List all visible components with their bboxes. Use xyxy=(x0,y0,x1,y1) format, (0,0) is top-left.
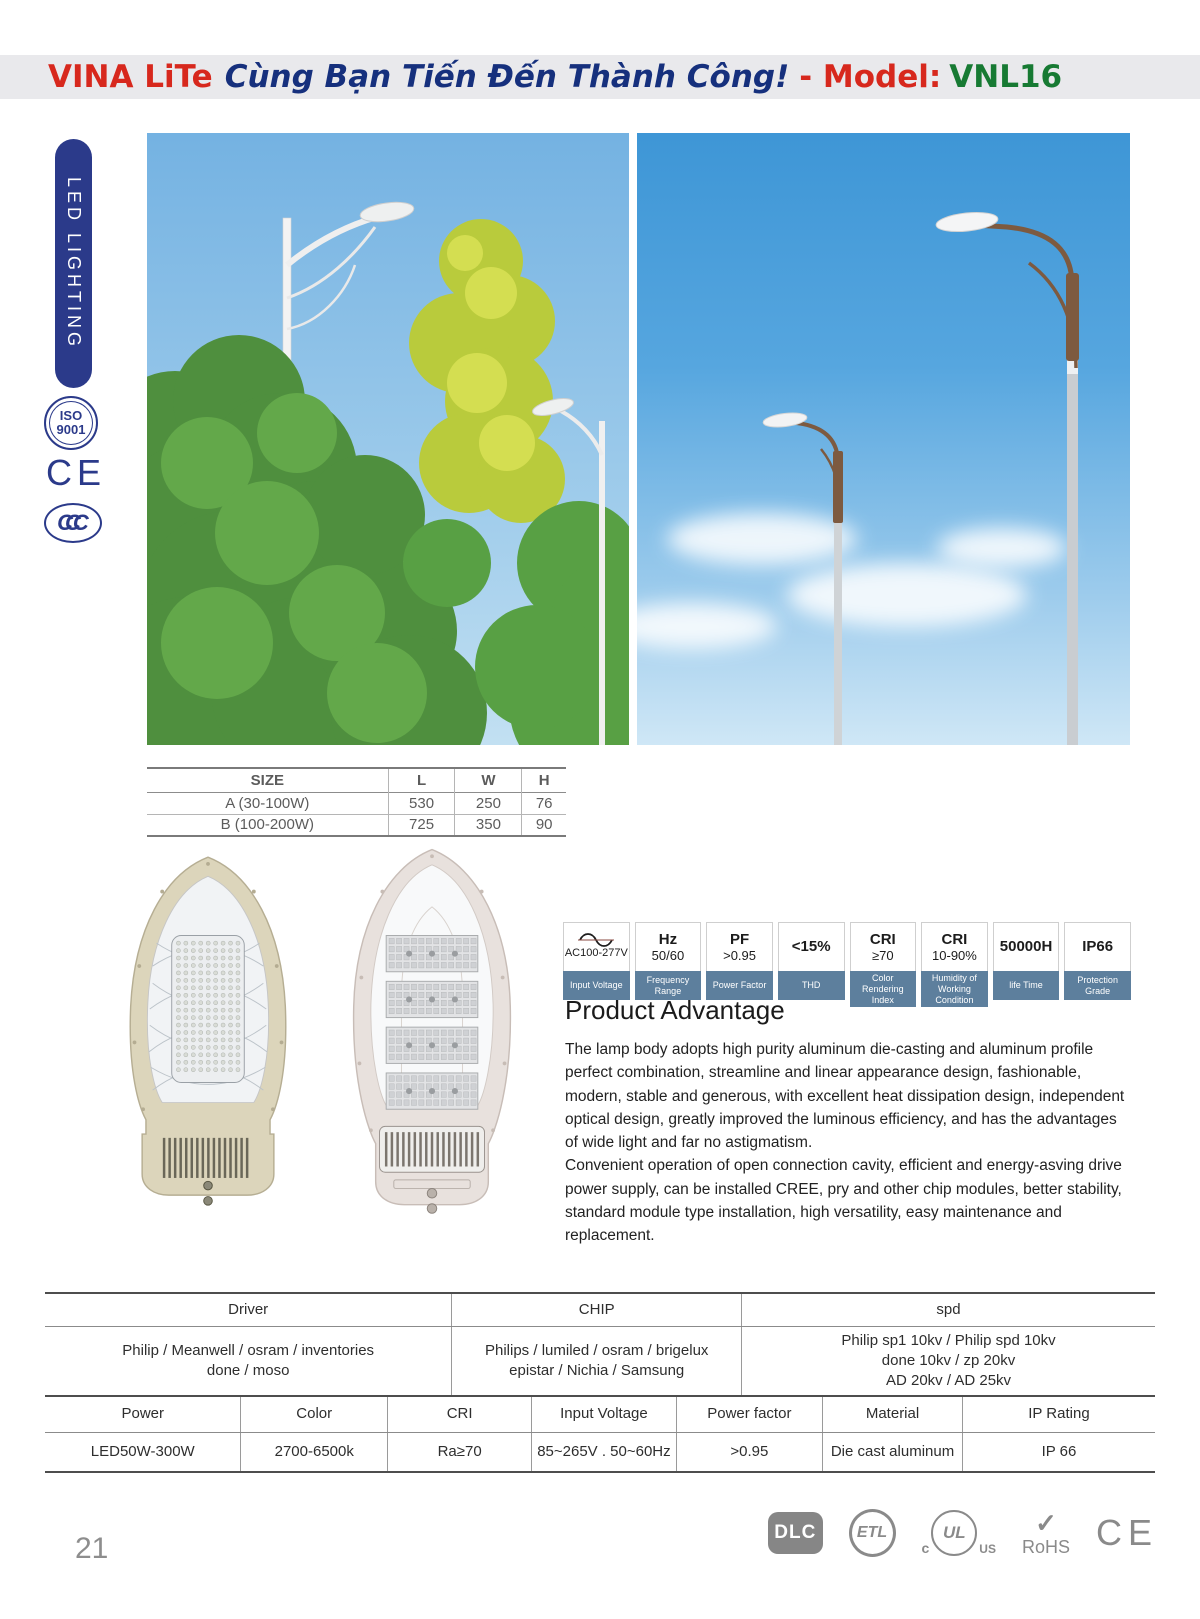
lamp-product-images xyxy=(103,843,537,1217)
sky-lamp-illustration xyxy=(637,133,1130,745)
advantage-paragraph-2: Convenient operation of open connection cavity, efficient and energy-asving drive power supply, can be installed CREE, pry and other chip modules, better stability, standard module type installation, high versatility, easy maintenance and replacement. xyxy=(565,1157,1122,1244)
header-input-voltage: Input Voltage xyxy=(532,1397,676,1432)
model-number: VNL16 xyxy=(949,59,1063,95)
header-power: Power xyxy=(45,1397,241,1432)
badge-value: AC100-277V xyxy=(564,947,628,960)
badge-value: Hz xyxy=(658,930,678,948)
badge-label: Humidity of Working Condition xyxy=(921,971,988,1007)
iso-number: 9001 xyxy=(56,422,86,437)
led-lighting-label: LED LIGHTING xyxy=(64,176,84,351)
col-h: H xyxy=(538,771,550,789)
advantage-paragraph-1: The lamp body adopts high purity aluminum die-casting and aluminum profile perfect combination, streamline and linear appearance design, fashionable, modern, stable and generous, with excellent heat dissipation design, independent optical design, greatly improved the luminous efficiency, and has the advantages of wide light and far no astigmatism. xyxy=(565,1041,1125,1151)
badge-value: >0.95 xyxy=(723,947,757,963)
header-spd: spd xyxy=(936,1300,961,1318)
value-material: Die cast aluminum xyxy=(823,1433,963,1471)
badge-label: THD xyxy=(778,971,845,1000)
product-advantage-section xyxy=(565,995,1133,1247)
spec-table xyxy=(45,1292,1155,1473)
size-table xyxy=(147,767,566,837)
size-table-header-row xyxy=(147,768,566,792)
header-driver: Driver xyxy=(45,1294,452,1326)
col-l: L xyxy=(388,768,455,792)
iso-9001-icon xyxy=(44,396,98,450)
value-power: LED50W-300W xyxy=(45,1433,241,1471)
model-label: - Model: xyxy=(799,59,942,95)
value-input-voltage: 85~265V . 50~60Hz xyxy=(532,1433,676,1471)
brand-name: VINA LiTe xyxy=(48,59,213,95)
spec-table-bottom-values xyxy=(45,1433,1155,1473)
badge-label: Frequency Range xyxy=(635,971,702,1000)
chip-value: Philips / lumiled / osram / brigelux epistar / Nichia / Samsung xyxy=(452,1327,742,1395)
badge-label: Power Factor xyxy=(706,971,773,1000)
ce-footer-icon: CE xyxy=(1095,1512,1158,1553)
iso-text: ISO xyxy=(59,408,83,424)
value-ip-rating: IP 66 xyxy=(1041,1442,1077,1460)
dlc-icon: DLC xyxy=(768,1512,823,1554)
badge-value: 10-90% xyxy=(932,947,977,963)
sine-wave-icon xyxy=(578,933,614,947)
badge-value: 50/60 xyxy=(651,947,685,963)
col-size: SIZE xyxy=(147,768,388,792)
value-power-factor: >0.95 xyxy=(677,1433,824,1471)
lamp-back-image xyxy=(327,843,537,1217)
col-w: W xyxy=(455,768,522,792)
led-lighting-banner xyxy=(55,139,92,388)
badge-label: Color Rendering Index xyxy=(850,971,917,1007)
header-power-factor: Power factor xyxy=(677,1397,824,1432)
brand-tagline: Cùng Bạn Tiến Đến Thành Công! xyxy=(224,59,790,95)
page-header xyxy=(0,55,1200,99)
badge-value: IP66 xyxy=(1082,938,1114,956)
header-color: Color xyxy=(241,1397,388,1432)
header-ip-rating: IP Rating xyxy=(1028,1405,1090,1423)
certification-logos xyxy=(768,1490,1158,1576)
table-row: B (100-200W) 725 350 90 xyxy=(147,814,566,836)
badge-label: Input Voltage xyxy=(563,971,630,1000)
ce-mark-icon: CE xyxy=(46,452,107,493)
value-cri: Ra≥70 xyxy=(388,1433,532,1471)
street-lamp-photo-trees xyxy=(147,133,629,745)
spec-table-top-values xyxy=(45,1327,1155,1397)
street-lamp-photo-sky xyxy=(637,133,1130,745)
page-number: 21 xyxy=(75,1532,109,1565)
table-row: A (30-100W) 530 250 76 xyxy=(147,792,566,814)
trees-lamp-illustration xyxy=(147,133,629,745)
badge-value: <15% xyxy=(791,938,831,956)
driver-value: Philip / Meanwell / osram / inventories done / moso xyxy=(45,1327,452,1395)
badge-value: 50000H xyxy=(999,938,1053,956)
header-material: Material xyxy=(823,1397,963,1432)
badge-label: life Time xyxy=(993,971,1060,1000)
badge-label: Protection Grade xyxy=(1064,971,1131,1000)
ccc-mark-icon: CCC xyxy=(44,503,102,543)
spd-value: Philip sp1 10kv / Philip spd 10kv done 10kv / zp 20kv AD 20kv / AD 25kv xyxy=(841,1331,1056,1390)
etl-icon: ETL xyxy=(849,1509,896,1557)
rohs-icon: ✓ RoHS xyxy=(1021,1508,1070,1557)
section-title: Product Advantage xyxy=(565,995,785,1025)
badge-value: CRI xyxy=(941,930,968,948)
cul-us-icon: c UL US xyxy=(922,1510,996,1556)
badge-value: PF xyxy=(729,930,750,948)
spec-table-top-headers xyxy=(45,1292,1155,1327)
badge-value: ≥70 xyxy=(872,947,894,963)
badge-value: CRI xyxy=(869,930,896,948)
lamp-front-image xyxy=(103,843,313,1217)
header-chip: CHIP xyxy=(452,1294,742,1326)
spec-table-bottom-headers xyxy=(45,1397,1155,1433)
value-color: 2700-6500k xyxy=(241,1433,388,1471)
header-cri: CRI xyxy=(388,1397,532,1432)
